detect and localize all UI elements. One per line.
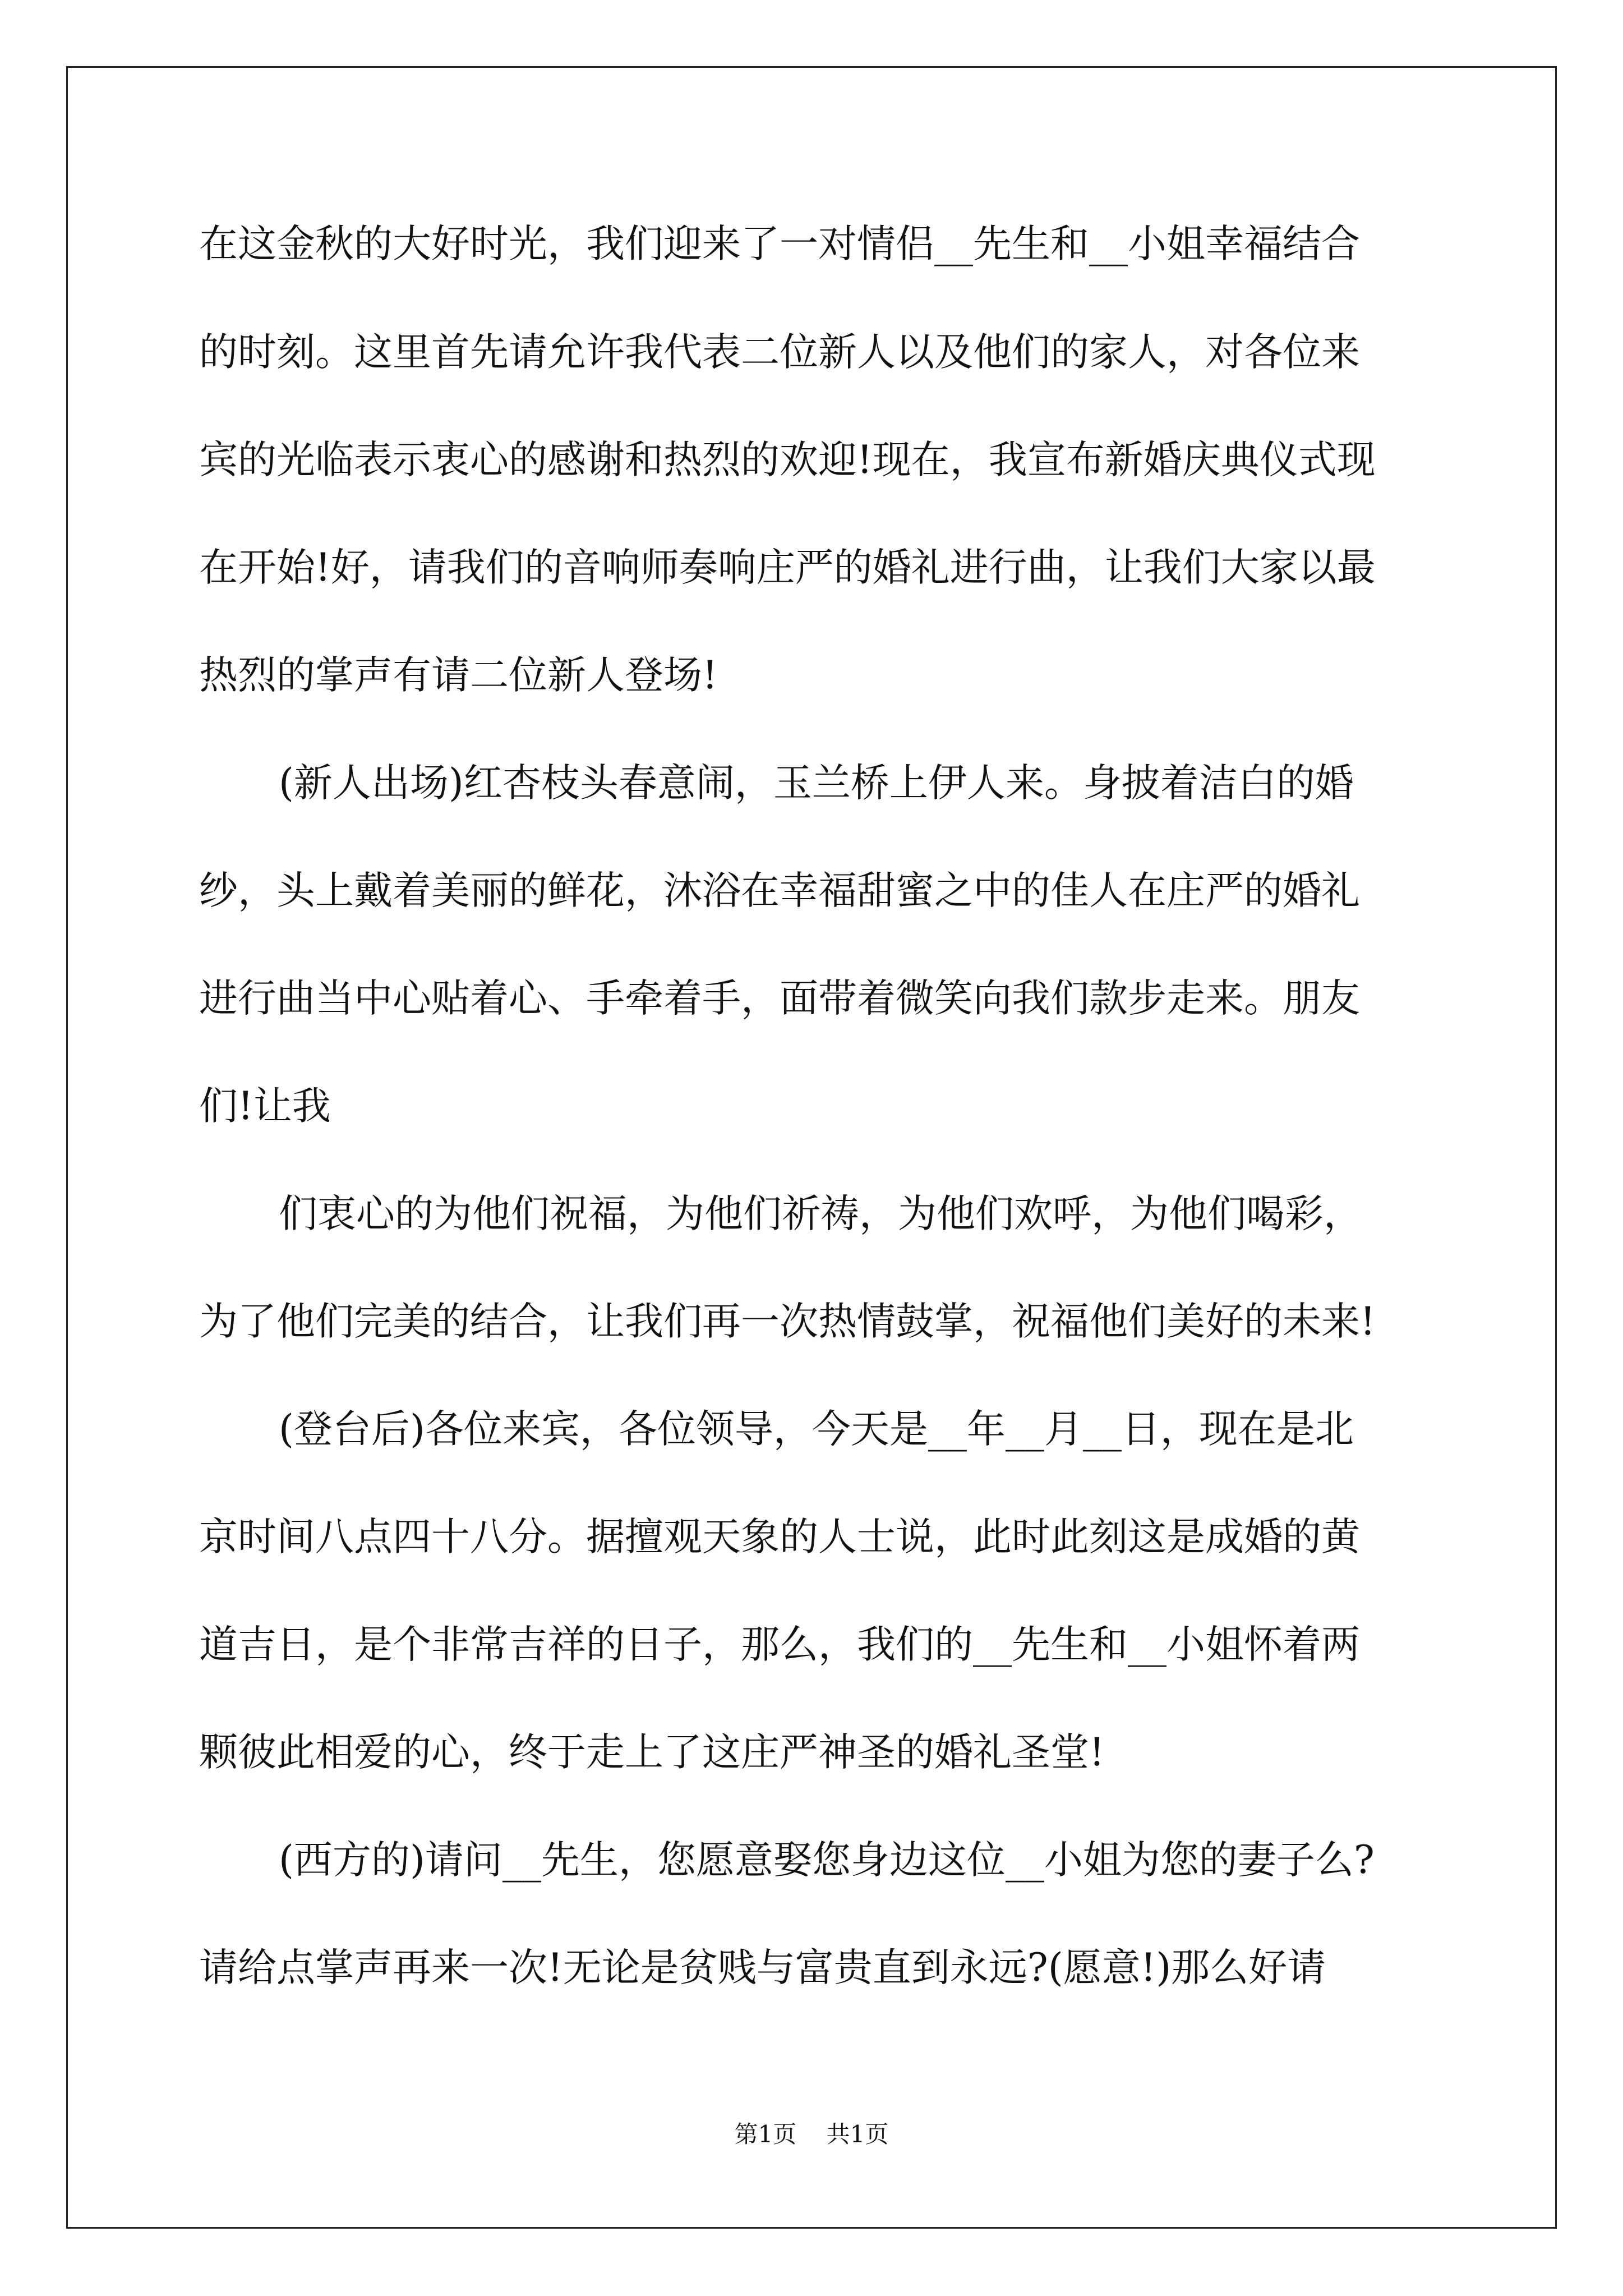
page-footer bbox=[0, 2116, 1623, 2150]
paragraph-line: (西方的)请问__先生，您愿意娶您身边这位__小姐为您的妻子么? bbox=[279, 1838, 1375, 1883]
paragraph-line: 道吉日，是个非常吉祥的日子，那么，我们的__先生和__小姐怀着两 bbox=[199, 1622, 1360, 1667]
paragraph-line: (登台后)各位来宾，各位领导，今天是__年__月__日，现在是北 bbox=[279, 1407, 1354, 1452]
paragraph-line: 热烈的掌声有请二位新人登场! bbox=[199, 653, 718, 698]
paragraph-line: 在开始!好，请我们的音响师奏响庄严的婚礼进行曲，让我们大家以最 bbox=[199, 545, 1376, 590]
paragraph-line: 纱，头上戴着美丽的鲜花，沐浴在幸福甜蜜之中的佳人在庄严的婚礼 bbox=[199, 868, 1360, 913]
paragraph-line: (新人出场)红杏枝头春意闹，玉兰桥上伊人来。身披着洁白的婚 bbox=[279, 761, 1354, 806]
paragraph-line: 颗彼此相爱的心，终于走上了这庄严神圣的婚礼圣堂! bbox=[199, 1730, 1105, 1775]
paragraph-line: 京时间八点四十八分。据擅观天象的人士说，此时此刻这是成婚的黄 bbox=[199, 1515, 1360, 1559]
page-number: 第1页 bbox=[734, 2120, 797, 2148]
paragraph-line: 们衷心的为他们祝福，为他们祈祷，为他们欢呼，为他们喝彩， bbox=[279, 1191, 1362, 1236]
paragraph-line: 们!让我 bbox=[199, 1084, 331, 1129]
paragraph-line: 进行曲当中心贴着心、手牵着手，面带着微笑向我们款步走来。朋友 bbox=[199, 976, 1360, 1021]
paragraph-line: 为了他们完美的结合，让我们再一次热情鼓掌，祝福他们美好的未来! bbox=[199, 1299, 1376, 1344]
paragraph-line: 请给点掌声再来一次!无论是贫贱与富贵直到永远?(愿意!)那么好请 bbox=[199, 1945, 1326, 1990]
paragraph-line: 宾的光临表示衷心的感谢和热烈的欢迎!现在，我宣布新婚庆典仪式现 bbox=[199, 438, 1376, 482]
paragraph-line: 的时刻。这里首先请允许我代表二位新人以及他们的家人，对各位来 bbox=[199, 330, 1360, 375]
paragraph-line: 在这金秋的大好时光，我们迎来了一对情侣__先生和__小姐幸福结合 bbox=[199, 222, 1360, 266]
page-border bbox=[66, 66, 1557, 2229]
page-total: 共1页 bbox=[826, 2120, 889, 2148]
